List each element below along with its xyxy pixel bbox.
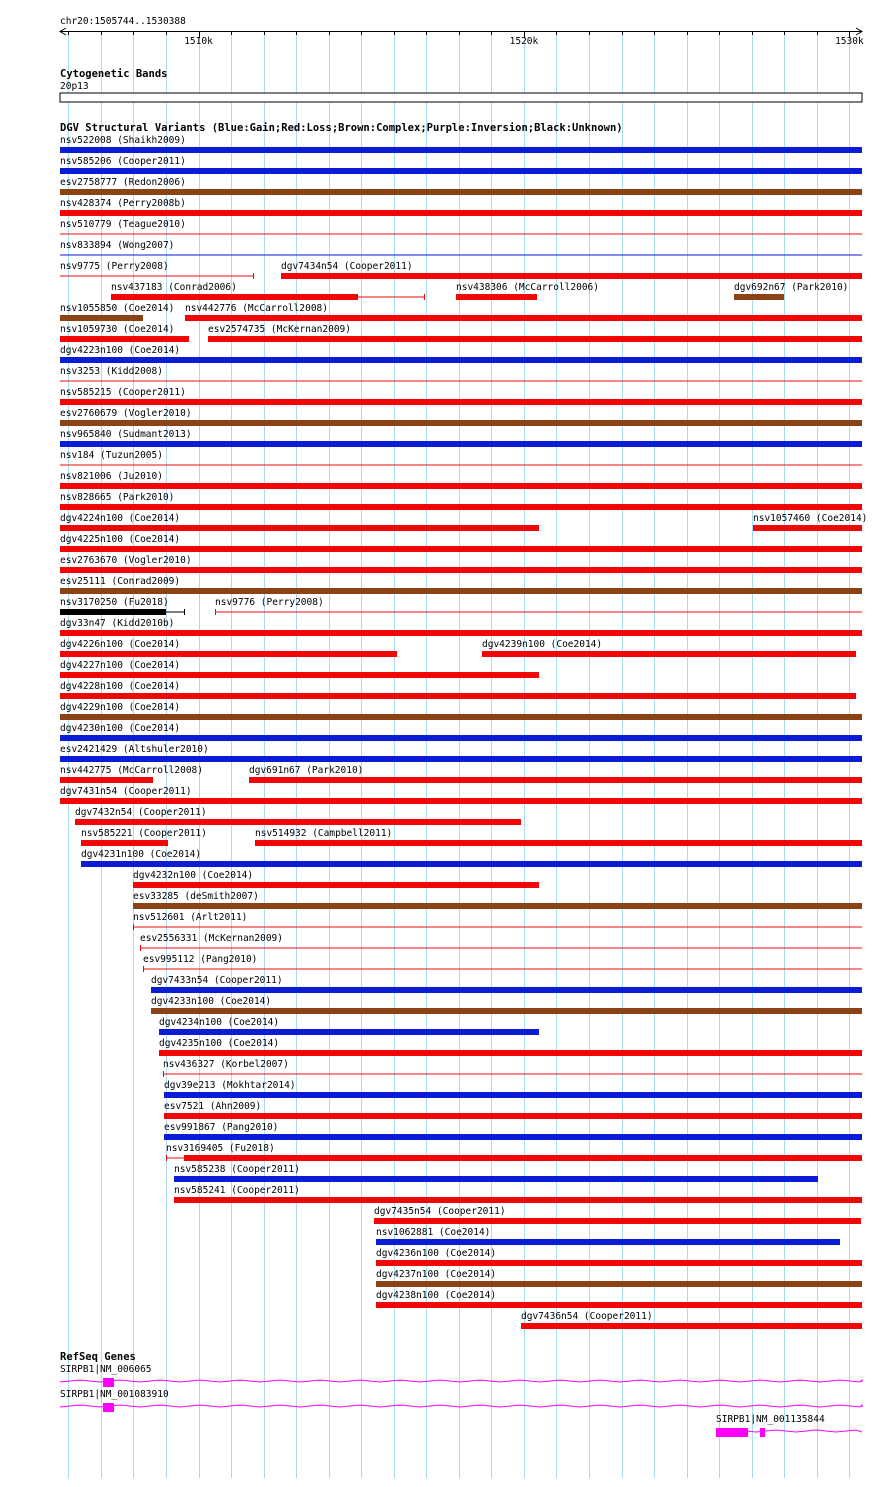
variant-bar <box>60 168 862 174</box>
variant-label: nsv821006 (Ju2010) <box>60 471 163 482</box>
variant-bar <box>81 840 168 846</box>
variant-bar-endcap <box>215 609 216 615</box>
variant-label: dgv7435n54 (Cooper2011) <box>374 1206 506 1217</box>
variant-label: dgv7431n54 (Cooper2011) <box>60 786 192 797</box>
variant-label: nsv512601 (Arlt2011) <box>133 912 248 923</box>
variant-bar <box>60 546 862 552</box>
variant-label: dgv4230n100 (Coe2014) <box>60 723 181 734</box>
variant-bar-thin <box>140 948 862 949</box>
cytoband-track-title: Cytogenetic Bands <box>60 68 168 80</box>
variant-bar <box>174 1197 862 1203</box>
variant-label: nsv184 (Tuzun2005) <box>60 450 163 461</box>
variant-bar <box>60 630 862 636</box>
variant-label: esv2574735 (McKernan2009) <box>208 324 351 335</box>
variant-label: dgv7434n54 (Cooper2011) <box>281 261 413 272</box>
variant-label: nsv585221 (Cooper2011) <box>81 828 207 839</box>
variant-bar <box>60 420 862 426</box>
variant-label: nsv828665 (Park2010) <box>60 492 175 503</box>
variant-bar <box>159 1029 539 1035</box>
variant-bar-thin <box>163 1074 862 1075</box>
variant-bar <box>60 210 862 216</box>
variant-label: nsv428374 (Perry2008b) <box>60 198 186 209</box>
variant-bar <box>376 1281 862 1287</box>
variant-label: nsv1057460 (Coe2014) <box>753 513 868 524</box>
variant-bar <box>60 189 862 195</box>
variant-bar <box>60 315 143 321</box>
variant-label: esv991867 (Pang2010) <box>164 1122 279 1133</box>
variant-label: dgv7432n54 (Cooper2011) <box>75 807 207 818</box>
variant-bar <box>60 756 862 762</box>
gene-exon <box>716 1428 748 1437</box>
ruler-track <box>60 16 864 47</box>
variant-label: dgv4233n100 (Coe2014) <box>151 996 272 1007</box>
variant-label: dgv4237n100 (Coe2014) <box>376 1269 497 1280</box>
variant-bar-thin <box>60 234 862 235</box>
variant-label: esv7521 (Ahn2009) <box>164 1101 262 1112</box>
variant-bar <box>60 777 153 783</box>
variant-bar <box>60 735 862 741</box>
variant-bar <box>376 1239 840 1245</box>
variant-label: esv2421429 (Altshuler2010) <box>60 744 209 755</box>
variant-bar <box>151 987 862 993</box>
variant-label: dgv4223n100 (Coe2014) <box>60 345 181 356</box>
dgv-track <box>60 122 867 1329</box>
refseq-track-title: RefSeq Genes <box>60 1351 136 1363</box>
variant-label: nsv585241 (Cooper2011) <box>174 1185 300 1196</box>
variant-bar <box>60 798 862 804</box>
variant-bar-thin <box>60 255 862 256</box>
ruler-tick-label: 1530k <box>835 36 864 47</box>
variant-bar <box>60 693 856 699</box>
ruler-region-label: chr20:1505744..1530388 <box>60 16 186 27</box>
variant-bar <box>60 441 862 447</box>
variant-bar-thin <box>133 927 862 928</box>
variant-label: dgv33n47 (Kidd2010b) <box>60 618 175 629</box>
variant-label: nsv965840 (Sudmant2013) <box>60 429 192 440</box>
ruler-tick-label: 1520k <box>509 36 539 47</box>
variant-label: nsv522008 (Shaikh2009) <box>60 135 186 146</box>
variant-label: dgv4239n100 (Coe2014) <box>482 639 603 650</box>
variant-label: nsv833894 (Wong2007) <box>60 240 175 251</box>
variant-label: nsv437183 (Conrad2006) <box>111 282 237 293</box>
variant-bar <box>60 504 862 510</box>
variant-label: dgv7436n54 (Cooper2011) <box>521 1311 653 1322</box>
variant-bar-endcap <box>253 273 254 279</box>
variant-bar-endcap <box>143 966 144 972</box>
variant-label: nsv436327 (Korbel2007) <box>163 1059 289 1070</box>
variant-label: nsv442775 (McCarroll2008) <box>60 765 203 776</box>
variant-label: dgv4231n100 (Coe2014) <box>81 849 202 860</box>
gene-exon <box>760 1428 765 1437</box>
gene-exon <box>103 1378 114 1387</box>
variant-label: nsv3170250 (Fu2018) <box>60 597 169 608</box>
variant-bar-endcap <box>111 294 112 300</box>
dgv-features <box>60 135 867 1329</box>
variant-bar <box>60 567 862 573</box>
variant-bar <box>60 147 862 153</box>
variant-bar <box>255 840 862 846</box>
variant-bar <box>60 714 862 720</box>
variant-bar <box>75 819 521 825</box>
gene-label: SIRPB1|NM_001135844 <box>716 1414 825 1425</box>
variant-bar <box>249 777 862 783</box>
ruler-tick-label: 1510k <box>184 36 213 47</box>
variant-bar <box>111 294 358 300</box>
variant-bar <box>184 1155 862 1161</box>
variant-bar-thin <box>215 612 862 613</box>
variant-bar-endcap <box>140 945 141 951</box>
variant-label: dgv692n67 (Park2010) <box>734 282 849 293</box>
variant-bar <box>734 294 784 300</box>
variant-bar-endcap <box>133 924 134 930</box>
variant-label: dgv691n67 (Park2010) <box>249 765 364 776</box>
variant-label: esv2760679 (Vogler2010) <box>60 408 192 419</box>
cytoband-band-20p13 <box>60 93 862 102</box>
variant-label: nsv510779 (Teague2010) <box>60 219 186 230</box>
gene-intron-line <box>60 1380 862 1382</box>
variant-bar <box>164 1134 862 1140</box>
variant-bar-endcap <box>424 294 425 300</box>
gene-label: SIRPB1|NM_006065 <box>60 1364 152 1375</box>
gene-label: SIRPB1|NM_001083910 <box>60 1389 169 1400</box>
variant-bar <box>281 273 862 279</box>
variant-bar <box>376 1260 862 1266</box>
variant-bar <box>151 1008 862 1014</box>
variant-bar <box>81 861 862 867</box>
variant-bar <box>456 294 537 300</box>
variant-bar <box>60 609 166 615</box>
variant-label: dgv4228n100 (Coe2014) <box>60 681 181 692</box>
variant-bar <box>185 315 862 321</box>
variant-label: esv2758777 (Redon2006) <box>60 177 186 188</box>
variant-bar <box>482 651 856 657</box>
variant-bar-thin <box>60 465 862 466</box>
variant-bar <box>174 1176 818 1182</box>
gene-exon <box>103 1403 114 1412</box>
cytoband-bar <box>60 93 862 102</box>
variant-label: dgv4224n100 (Coe2014) <box>60 513 181 524</box>
variant-label: nsv1059730 (Coe2014) <box>60 324 175 335</box>
variant-bar <box>60 525 539 531</box>
variant-label: nsv438306 (McCarroll2006) <box>456 282 599 293</box>
variant-label: esv2556331 (McKernan2009) <box>140 933 283 944</box>
dgv-track-title: DGV Structural Variants (Blue:Gain;Red:Loss;Brown:Complex;Purple:Inversion;Black:Unknown) <box>60 122 623 134</box>
gene-intron-line <box>60 1405 862 1407</box>
variant-label: nsv585215 (Cooper2011) <box>60 387 186 398</box>
variant-label: nsv585206 (Cooper2011) <box>60 156 186 167</box>
variant-bar-endcap <box>184 609 185 615</box>
variant-label: esv995112 (Pang2010) <box>143 954 258 965</box>
variant-label: nsv585238 (Cooper2011) <box>174 1164 300 1175</box>
variant-label: dgv4232n100 (Coe2014) <box>133 870 254 881</box>
variant-label: nsv9776 (Perry2008) <box>215 597 324 608</box>
cytoband-track <box>60 68 862 102</box>
variant-bar <box>374 1218 861 1224</box>
variant-bar <box>521 1323 862 1329</box>
variant-bar <box>164 1113 862 1119</box>
variant-bar <box>208 336 862 342</box>
variant-bar <box>60 399 862 405</box>
refseq-track <box>60 1351 862 1437</box>
variant-bar <box>753 525 862 531</box>
variant-bar <box>376 1302 862 1308</box>
variant-label: dgv4236n100 (Coe2014) <box>376 1248 497 1259</box>
variant-label: dgv4235n100 (Coe2014) <box>159 1038 280 1049</box>
variant-bar <box>60 651 397 657</box>
variant-label: nsv3253 (Kidd2008) <box>60 366 163 377</box>
variant-label: nsv514932 (Campbell2011) <box>255 828 393 839</box>
variant-label: nsv1062881 (Coe2014) <box>376 1227 491 1238</box>
variant-bar <box>60 336 189 342</box>
variant-bar-thin <box>143 969 862 970</box>
variant-label: esv2763670 (Vogler2010) <box>60 555 192 566</box>
variant-label: dgv4226n100 (Coe2014) <box>60 639 181 650</box>
variant-bar-thin <box>60 381 862 382</box>
variant-label: dgv4238n100 (Coe2014) <box>376 1290 497 1301</box>
variant-label: nsv442776 (McCarroll2008) <box>185 303 328 314</box>
variant-bar-endcap <box>163 1071 164 1077</box>
variant-label: dgv4227n100 (Coe2014) <box>60 660 181 671</box>
variant-label: dgv7433n54 (Cooper2011) <box>151 975 283 986</box>
variant-label: esv25111 (Conrad2009) <box>60 576 181 587</box>
variant-label: dgv39e213 (Mokhtar2014) <box>164 1080 296 1091</box>
variant-label: dgv4229n100 (Coe2014) <box>60 702 181 713</box>
variant-bar-thin <box>60 276 254 277</box>
ruler-ticks <box>60 28 864 47</box>
variant-label: nsv9775 (Perry2008) <box>60 261 169 272</box>
variant-label: esv33285 (deSmith2007) <box>133 891 259 902</box>
variant-bar <box>133 903 862 909</box>
variant-label: dgv4234n100 (Coe2014) <box>159 1017 280 1028</box>
refseq-genes <box>60 1364 862 1437</box>
variant-bar <box>133 882 539 888</box>
variant-bar <box>60 483 862 489</box>
variant-bar <box>60 357 862 363</box>
variant-bar <box>60 672 539 678</box>
variant-bar-endcap <box>166 1155 167 1161</box>
variant-bar <box>164 1092 862 1098</box>
variant-bar <box>60 588 862 594</box>
variant-bar <box>159 1050 862 1056</box>
variant-label: dgv4225n100 (Coe2014) <box>60 534 181 545</box>
variant-label: nsv3169405 (Fu2018) <box>166 1143 275 1154</box>
cytoband-label: 20p13 <box>60 81 89 92</box>
variant-label: nsv1055850 (Coe2014) <box>60 303 175 314</box>
